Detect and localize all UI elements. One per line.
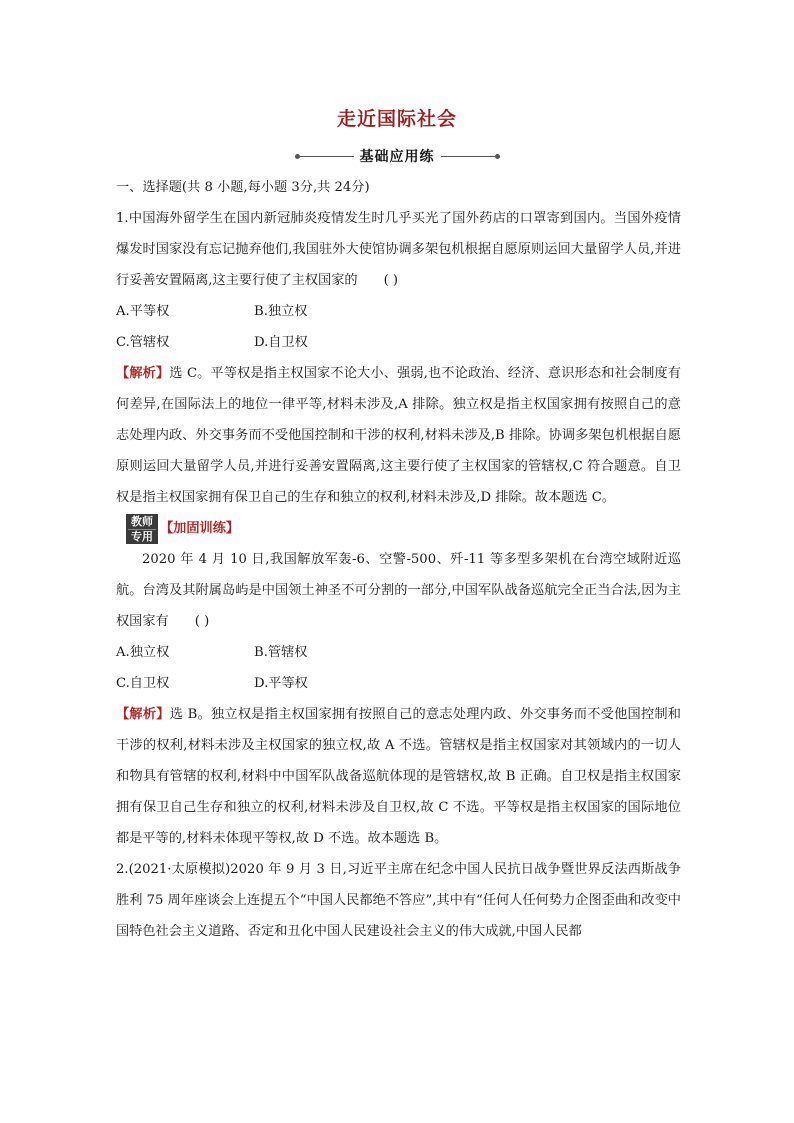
badge-bottom: 专用 (128, 529, 156, 544)
question-1-options-row-1 (116, 296, 681, 327)
part-heading: 一、选择题(共 8 小题,每小题 3分,共 24分) (116, 180, 370, 195)
option-b: B.独立权 (254, 304, 308, 319)
analysis-text: 选 C。平等权是指主权国家不论大小、强弱,也不论政治、经济、意识形态和社会制度有何差异,在国际法上的地位一律平等,材料未涉及,A 排除。独立权是指主权国家拥有按照自己的意志处理内政、外交事务而不受他国控制和干涉的权利,材料未涉及,B 排除。协调多架包机根据自愿原则运回大量留学人员,并进行妥善安置隔离,这主要行使了主权国家的管辖权,C 符合题意。自卫权是指主权国家拥有保卫自己的生存和独立的权利,材料未涉及,D 排除。故本题选 C。 (116, 366, 681, 505)
option-d: D.平等权 (254, 676, 308, 691)
question-2-stem: 2.(2021·太原模拟)2020 年 9 月 3 日,习近平主席在纪念中国人民抗日战争暨世界反法西斯战争胜利 75 周年座谈会上连提五个“中国人民都绝不答应”,其中有“任何人任何势力企图歪曲和改变中国特色社会主义道路、否定和丑化中国人民建设社会主义的伟大成就,中国人民都 (116, 862, 681, 939)
option-a: A.平等权 (116, 304, 170, 319)
answer-bracket: ( ) (383, 273, 399, 288)
analysis-tag: 【解析】 (116, 707, 170, 722)
question-1-stem: 1.中国海外留学生在国内新冠肺炎疫情发生时几乎买光了国外药店的口罩寄到国内。当国外疫情爆发时国家没有忘记抛弃他们,我国驻外大使馆协调多架包机根据自愿原则运回大量留学人员,并进行妥善安置隔离,这主要行使了主权国家的 (116, 211, 681, 288)
drill-options-row-1 (116, 637, 681, 668)
section-header (0, 146, 794, 166)
option-c: C.管辖权 (116, 335, 170, 350)
question-1-options-row-2 (116, 327, 681, 358)
answer-bracket: ( ) (194, 614, 210, 629)
drill-tag: 【加固训练】 (160, 521, 240, 536)
question-2 (116, 854, 681, 947)
option-b: B.管辖权 (254, 645, 308, 660)
teacher-drill-header (116, 513, 681, 544)
drill-options-row-2 (116, 668, 681, 699)
question-1-analysis (116, 358, 681, 513)
drill-question (116, 544, 681, 637)
document-body (116, 172, 681, 947)
document-title: 走近国际社会 (336, 108, 457, 130)
section-title: 基础应用练 (359, 149, 435, 165)
question-1 (116, 203, 681, 296)
drill-question-stem: 2020 年 4 月 10 日,我国解放军轰-6、空警-500、歼-11 等多型多架机在台湾空域附近巡航。台湾及其附属岛屿是中国领土神圣不可分割的一部分,中国军队战备巡航完全正当合法,因为主权国家有 (116, 552, 681, 629)
analysis-text: 选 B。独立权是指主权国家拥有按照自己的意志处理内政、外交事务而不受他国控制和干涉的权利,材料未涉及主权国家的独立权,故 A 不选。管辖权是指主权国家对其领域内的一切人和物具有管辖的权利,材料中中国军队战备巡航体现的是管辖权,故 B 正确。自卫权是指主权国家拥有保卫自己生存和独立的权利,材料未涉及自卫权,故 C 不选。平等权是指主权国家的国际地位都是平等的,材料未体现平等权,故 D 不选。故本题选 B。 (116, 707, 681, 846)
option-d: D.自卫权 (254, 335, 308, 350)
option-c: C.自卫权 (116, 676, 170, 691)
teacher-badge-icon (126, 514, 158, 544)
divider-right (441, 156, 497, 157)
option-a: A.独立权 (116, 645, 170, 660)
analysis-tag: 【解析】 (116, 366, 170, 381)
badge-top: 教师 (131, 514, 153, 528)
divider-left (298, 156, 354, 157)
drill-analysis (116, 699, 681, 854)
